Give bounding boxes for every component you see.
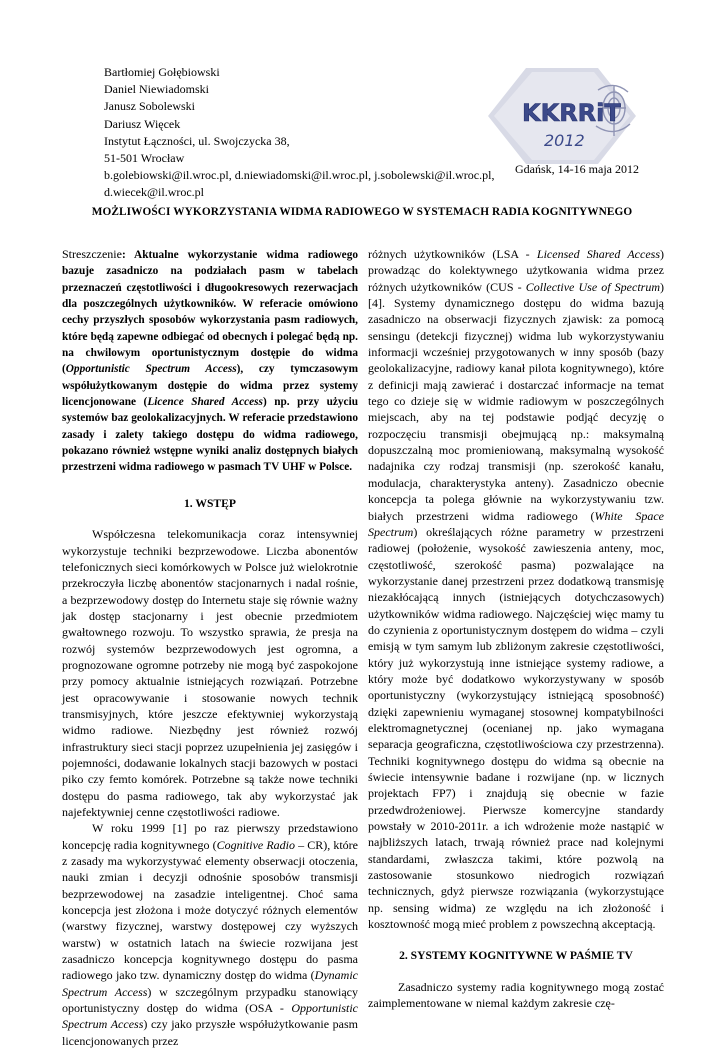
email-line: b.golebiowski@il.wroc.pl, d.niewiadomski@il.wroc.pl, j.sobolewski@il.wroc.pl, (104, 168, 495, 183)
logo-text: KKRRiT (522, 99, 621, 127)
paper-title: MOŻLIWOŚCI WYKORZYSTANIA WIDMA RADIOWEGO W SYSTEMACH RADIA KOGNITYWNEGO (91, 206, 633, 218)
section-heading: 2. SYSTEMY KOGNITYWNE W PAŚMIE TV (399, 949, 633, 963)
right-column (368, 246, 664, 1011)
logo-year: 2012 (544, 131, 585, 150)
abstract-label: Streszczenie (62, 247, 122, 261)
paragraph: różnych użytkowników (LSA - Licensed Shared Access) prowadząc do kolektywnego użytkowania widma przez różnych użytkowników (CUS - Collective Use of Spectrum) [4]. Systemy dynamicznego dostępu do widma bazują zasadniczo na obserwacji fizycznych zjawisk: za pomocą sensingu (detekcji fizycznej) widma lub wykorzystywaniu informacji wcześniej przygotowanych w inny sposób (bazy geolokalizacyjne, radiowy kanał pilota kognitywnego), które z definicji mają zawierać i dostarczać informacje na temat tego co dzieje się w widmie radiowym w poszczególnych miejscach, aby na tej podstawie podjąć decyzję o rozpoczęciu transmisji obejmującą np.: maksymalną dopuszczalną moc promieniowaną, maksymalną wysokość nadajnika czy rodzaj transmisji (np. szerokość kanału, modulacja, charakterystyka anteny). Zasadniczo obecnie koncepcja ta polega głównie na wykorzystywaniu tzw. białych przestrzeni widma radiowego (White Space Spectrum) określających różne parametry w przestrzeni radiowej (położenie, wysokość zawieszenia anteny, moc, częstotliwość, szerokość pasma) pozwalające na wykorzystanie danej przestrzeni przez dodatkową transmisję niezakłócającą innych (istniejących dotychczasowych) użytkowników widma radiowego. Najczęściej więc mamy tu do czynienia z oportunistycznym dostępem do widma – czyli emisją w tym samym lub zbliżonym zakresie częstotliwości, który już wykorzystują inne istniejące systemy radiowe, a który może być dodatkowo wykorzystywany w sposób oportunistyczny (wykorzystujący istniejącą sposobność) dzięki zapewnieniu wymaganej stosownej kompatybilności elektromagnetycznej (ocenianej np. jako wymagana separacja geograficzna, częstotliwościowa czy przestrzenna). Techniki kognitywnego dostępu do widma są obecnie na świecie intensywnie badane i rozwijane (np. w licznych projektach FP7) i znajdują się obecnie w fazie przedwdrożeniowej. Pierwsze komercyjne standardy powstały w 2010-2011r. a ich wdrożenie może nastąpić w najbliższych latach, trwają również prace nad kolejnymi standardami, zwłaszcza takimi, które pozwolą na zastosowanie stosunkowo niedrogich rozwiązań technicznych, gdyż pierwsze rozwiązania (wykorzystujące np. sensing widma) ze względu na ich złożoność i kosztowność mogą mieć problem z powszechną akceptacją. (368, 247, 665, 932)
affiliation-line: 51-501 Wrocław (104, 151, 185, 166)
paragraph: W roku 1999 [1] po raz pierwszy przedstawiono koncepcję radia kognitywnego (Cognitive Radio – CR), które z zasady ma wykorzystywać elementy obserwacji otoczenia, nauki zmian i decyzji odnośnie sposobów transmisji bezprzewodowej na zasadzie inteligentnej. Choć sama koncepcja jest złożona i może dotyczyć różnych elementów (warstwy fizycznej, warstwy dostępowej czy wyższych warstw) w ostatnich latach na świecie rozwijana jest zasadniczo koncepcja kognitywnego dostępu do pasma radiowego jako tzw. dynamiczny dostęp do widma (Dynamic Spectrum Access) w szczególnym przypadku stanowiący oportunistyczny dostęp do widma (OSA - Opportunistic Spectrum Access) czy jako przyszłe współużytkowanie pasm licencjonowanych przez (62, 821, 358, 1048)
author-block (104, 64, 495, 202)
paragraph: Współczesna telekomunikacja coraz intensywniej wykorzystuje techniki bezprzewodowe. Liczba abonentów telefonicznych sieci komórkowych w Polsce już wielokrotnie przekroczyła liczbę abonentów stacjonarnych i nadal rośnie, a bezprzewodowy dostęp do Internetu staje się równie ważny jak dostęp stacjonarny i jest obecnie przedmiotem gwałtownego rozwoju. To wszystko sprawia, że presja na rozwój systemów bezprzewodowych jest ogromna, a prognozowane ogromne potrzeby nie mogą być zaspokojone przy pomocy aktualnie istniejących rozwiązań. Potrzebne jest opracowywanie i stosowanie nowych technik transmisyjnych, które jeszcze efektywniej wykorzystają widmo radiowe. Niezbędny jest również rozwój infrastruktury sieci stacji poprzez uzupełnienia jej zasięgów i pojemności, dodawanie lokalnych stacji bazowych w postaci piko czy femto komórek. Potrzebne są także nowe techniki dostępu do pasma radiowego, tak aby wykorzystać jak najefektywniej cenne częstotliwości radiowe. (62, 527, 358, 819)
author-line: Bartłomiej Gołębiowski (104, 65, 220, 79)
author-line: Dariusz Więcek (104, 116, 181, 131)
affiliation-line: Instytut Łączności, ul. Swojczycka 38, (104, 133, 290, 148)
left-column (62, 246, 358, 1049)
section-heading: 1. WSTĘP (184, 496, 236, 510)
conference-info: Gdańsk, 14-16 maja 2012 (515, 162, 639, 176)
paragraph: Zasadniczo systemy radia kognitywnego mogą zostać zaimplementowane w niemal każdym zakresie czę- (368, 979, 664, 1011)
kkrrit-logo-icon (488, 66, 638, 166)
email-line: d.wiecek@il.wroc.pl (104, 185, 205, 200)
author-line: Janusz Sobolewski (104, 99, 195, 114)
author-line: Daniel Niewiadomski (104, 82, 209, 97)
abstract: Streszczenie: Aktualne wykorzystanie widma radiowego bazuje zasadniczo na podziałach pasm w tabelach przeznaczeń częstotliwości i długookresowych rezerwacjach dla poszczególnych użytkowników. W referacie omówiono cechy przyszłych sposobów wykorzystania pasm radiowych, które będą zapewne odbiegać od obecnych i polegać będą np. na chwilowym oportunistycznym dostępie do widma (Opportunistic Spectrum Access), czy tymczasowym współużytkowanym dostępie do widma przez systemy licencjonowane (Licence Shared Access) np. przy użyciu systemów baz geolokalizacyjnych. W referacie przedstawiono zasady i zalety takiego dostępu do widma radiowego, pokazano również wstępne wyniki analiz dostępnych białych przestrzeni widma radiowego w pasmach TV UHF w Polsce. (62, 247, 358, 474)
